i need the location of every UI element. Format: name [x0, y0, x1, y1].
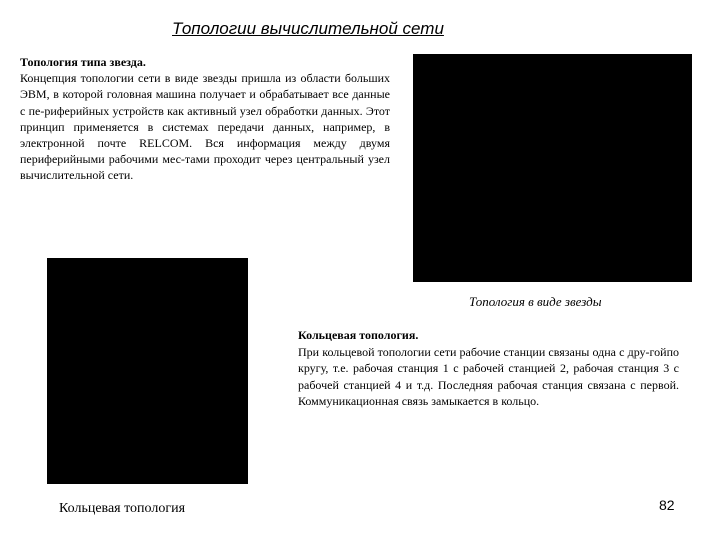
- page-number: 82: [659, 497, 675, 513]
- page-title: Топологии вычислительной сети: [172, 19, 444, 38]
- ring-topology-paragraph: При кольцевой топологии сети рабочие станции связаны одна с дру-гойпо кругу, т.е. рабочая станция 1 с рабочей станцией 2, рабочая станция 3 с рабочей станцией 4 и т.д. Последняя рабочая станция связана с первой. Коммуникационная связь замыкается в кольцо.: [298, 344, 679, 409]
- star-topology-caption: Топология в виде звезды: [469, 294, 602, 309]
- ring-topology-heading: Кольцевая топология.: [298, 328, 419, 342]
- star-topology-heading: Топология типа звезда.: [20, 55, 146, 69]
- ring-topology-image: [47, 258, 248, 484]
- ring-topology-text-block: [298, 327, 679, 410]
- star-topology-paragraph: Концепция топологии сети в виде звезды пришла из области больших ЭВМ, в которой головная машина получает и обрабатывает все данные с пе-риферийных устройств как активный узел обработки данных. Этот принцип применяется в системах передачи данных, например, в электронной почте RELCOM. Вся информация между двумя периферийными рабочими мес-тами проходит через центральный узел вычислительной сети.: [20, 71, 390, 183]
- ring-topology-caption: Кольцевая топология: [59, 501, 186, 516]
- star-topology-image: [413, 54, 692, 282]
- star-topology-text-block: [20, 54, 390, 184]
